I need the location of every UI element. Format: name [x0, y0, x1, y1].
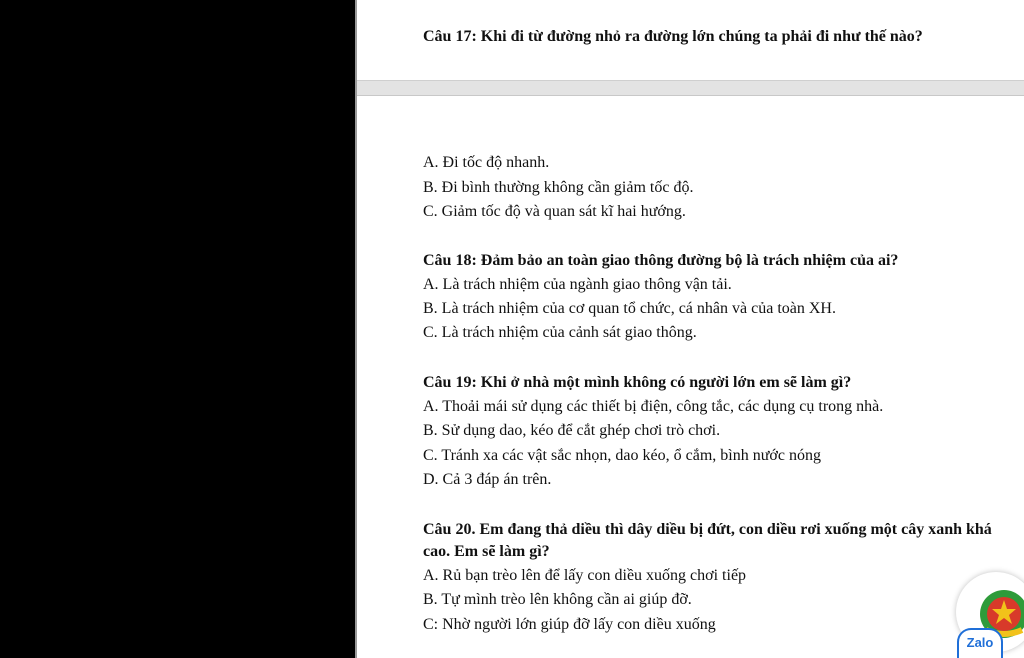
- question-18-option-a: A. Là trách nhiệm của ngành giao thông vận tải.: [423, 276, 732, 293]
- zalo-button[interactable]: [957, 628, 1003, 658]
- question-20-option-b: B. Tự mình trèo lên không cần ai giúp đỡ.: [423, 591, 692, 608]
- question-17-option-c: C. Giảm tốc độ và quan sát kĩ hai hướng.: [423, 203, 686, 220]
- question-19-option-c: C. Tránh xa các vật sắc nhọn, dao kéo, ổ cắm, bình nước nóng: [423, 447, 821, 464]
- question-19-option-a: A. Thoải mái sử dụng các thiết bị điện, công tắc, các dụng cụ trong nhà.: [423, 398, 884, 415]
- question-20-option-a: A. Rủ bạn trèo lên để lấy con diều xuống chơi tiếp: [423, 567, 747, 584]
- question-17-option-a: A. Đi tốc độ nhanh.: [423, 154, 550, 171]
- question-17-option-b: B. Đi bình thường không cần giảm tốc độ.: [423, 179, 694, 196]
- question-18-option-b: B. Là trách nhiệm của cơ quan tổ chức, cá nhân và của toàn XH.: [423, 300, 836, 317]
- question-17-title: Câu 17: Khi đi từ đường nhỏ ra đường lớn chúng ta phải đi như thế nào?: [423, 28, 923, 45]
- question-19-title: Câu 19: Khi ở nhà một mình không có người lớn em sẽ làm gì?: [423, 374, 852, 391]
- question-19-option-d: D. Cả 3 đáp án trên.: [423, 471, 552, 488]
- question-18-title: Câu 18: Đảm bảo an toàn giao thông đường bộ là trách nhiệm của ai?: [423, 252, 899, 269]
- question-20-option-c: C: Nhờ người lớn giúp đỡ lấy con diều xuống: [423, 616, 716, 633]
- question-19-option-b: B. Sử dụng dao, kéo để cắt ghép chơi trò chơi.: [423, 422, 721, 439]
- question-20-title-line1: Câu 20. Em đang thả diều thì dây diều bị đứt, con diều rơi xuống một cây xanh khá: [423, 521, 992, 538]
- question-18-option-c: C. Là trách nhiệm của cảnh sát giao thông.: [423, 324, 697, 341]
- black-left-panel: [0, 0, 355, 658]
- question-20-title-line2: cao. Em sẽ làm gì?: [423, 543, 550, 560]
- page-break: [357, 81, 1024, 96]
- zalo-label: Zalo: [966, 635, 994, 650]
